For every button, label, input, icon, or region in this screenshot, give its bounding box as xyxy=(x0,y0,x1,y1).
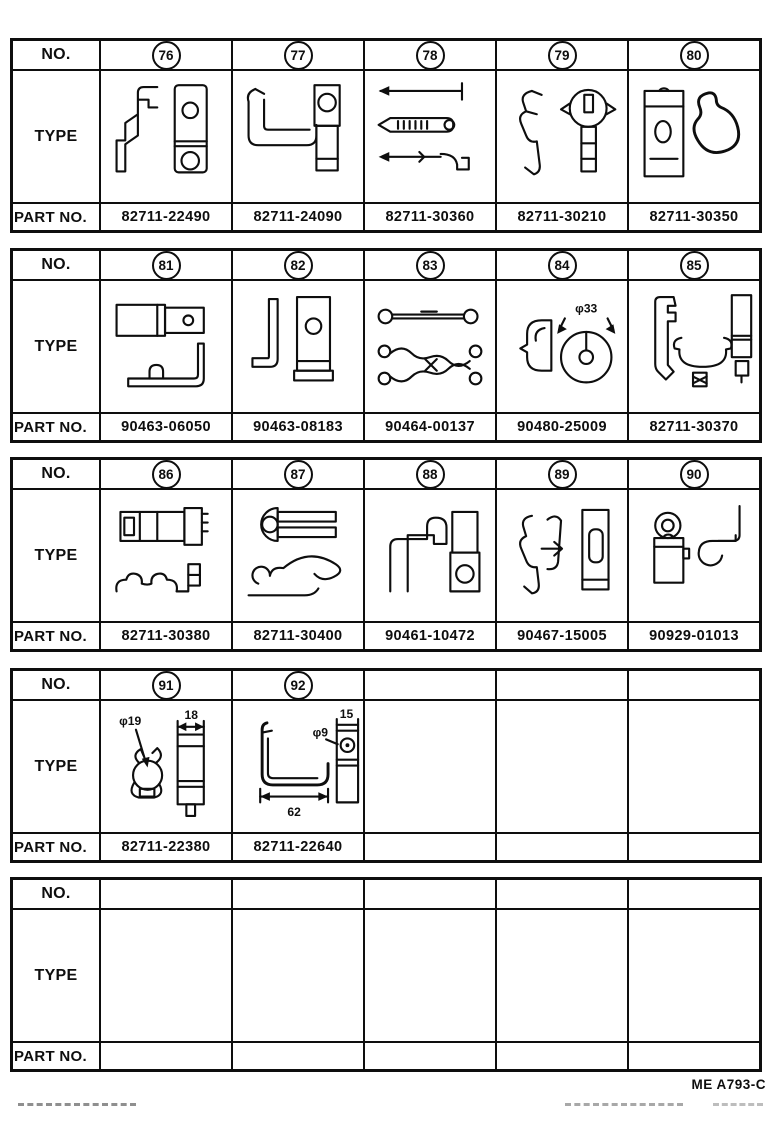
circled-number-83: 83 xyxy=(416,251,445,279)
part-no-80: 82711-30350 xyxy=(627,202,759,230)
type-cell-91 xyxy=(99,699,231,832)
no-cell-81 xyxy=(99,251,231,279)
no-cell-77 xyxy=(231,41,363,69)
dimension-label-dia9: φ9 xyxy=(312,724,328,739)
no-cell-84 xyxy=(495,251,627,279)
circled-number-79: 79 xyxy=(548,41,577,69)
part-no-78: 82711-30360 xyxy=(363,202,495,230)
no-cell-76 xyxy=(99,41,231,69)
circled-number-88: 88 xyxy=(416,460,445,488)
part-90-drawing xyxy=(631,492,757,620)
part-no-empty xyxy=(627,832,759,860)
part-no-91: 82711-22380 xyxy=(99,832,231,860)
no-cell-83 xyxy=(363,251,495,279)
part-84-drawing xyxy=(499,283,625,411)
circled-number-90: 90 xyxy=(680,460,709,488)
type-cell-78 xyxy=(363,69,495,202)
part-86-drawing xyxy=(103,492,229,620)
no-cell-empty xyxy=(627,671,759,699)
type-row-label: TYPE xyxy=(13,488,99,621)
part-no-empty xyxy=(99,1041,231,1069)
type-cell-empty xyxy=(99,908,231,1041)
parts-table-86-90 xyxy=(10,457,762,652)
circled-number-77: 77 xyxy=(284,41,313,69)
part-92-drawing xyxy=(235,703,361,831)
circled-number-81: 81 xyxy=(152,251,181,279)
parts-table-empty xyxy=(10,877,762,1072)
part-83-drawing xyxy=(367,283,493,411)
type-cell-79 xyxy=(495,69,627,202)
type-cell-86 xyxy=(99,488,231,621)
part-no-88: 90461-10472 xyxy=(363,621,495,649)
no-row-label: NO. xyxy=(41,465,71,482)
part-no-90: 90929-01013 xyxy=(627,621,759,649)
circled-number-91: 91 xyxy=(152,671,181,699)
circled-number-85: 85 xyxy=(680,251,709,279)
type-cell-empty xyxy=(627,699,759,832)
part-80-drawing xyxy=(631,73,757,201)
type-cell-82 xyxy=(231,279,363,412)
part-88-drawing xyxy=(367,492,493,620)
scan-artifact-line xyxy=(18,1103,136,1106)
circled-number-86: 86 xyxy=(152,460,181,488)
type-cell-76 xyxy=(99,69,231,202)
part-82-drawing xyxy=(235,283,361,411)
part-no-92: 82711-22640 xyxy=(231,832,363,860)
part-no-87: 82711-30400 xyxy=(231,621,363,649)
no-row-label: NO. xyxy=(41,256,71,273)
type-cell-88 xyxy=(363,488,495,621)
type-row-label: TYPE xyxy=(13,279,99,412)
part-79-drawing xyxy=(499,73,625,201)
dimension-label-18: 18 xyxy=(184,707,198,722)
part-no-85: 82711-30370 xyxy=(627,412,759,440)
type-row-label: TYPE xyxy=(13,699,99,832)
no-cell-empty xyxy=(99,880,231,908)
part-no-77: 82711-24090 xyxy=(231,202,363,230)
part-no-89: 90467-15005 xyxy=(495,621,627,649)
part-no-row-label: PART NO. xyxy=(13,621,99,649)
part-no-row-label: PART NO. xyxy=(13,412,99,440)
type-cell-90 xyxy=(627,488,759,621)
type-cell-77 xyxy=(231,69,363,202)
no-cell-78 xyxy=(363,41,495,69)
part-no-empty xyxy=(627,1041,759,1069)
parts-table-76-80 xyxy=(10,38,762,233)
no-cell-empty xyxy=(495,880,627,908)
part-no-83: 90464-00137 xyxy=(363,412,495,440)
no-cell-82 xyxy=(231,251,363,279)
dimension-label-dia33: φ33 xyxy=(575,301,598,316)
part-no-empty xyxy=(363,1041,495,1069)
type-cell-87 xyxy=(231,488,363,621)
no-cell-80 xyxy=(627,41,759,69)
no-cell-empty xyxy=(363,880,495,908)
part-no-empty xyxy=(495,1041,627,1069)
circled-number-80: 80 xyxy=(680,41,709,69)
dimension-label-62: 62 xyxy=(287,804,301,819)
no-cell-89 xyxy=(495,460,627,488)
type-cell-empty xyxy=(363,699,495,832)
circled-number-92: 92 xyxy=(284,671,313,699)
type-cell-empty xyxy=(495,699,627,832)
part-no-empty xyxy=(231,1041,363,1069)
no-row-label: NO. xyxy=(41,885,71,902)
no-cell-91 xyxy=(99,671,231,699)
part-77-drawing xyxy=(235,73,361,201)
parts-table-81-85 xyxy=(10,248,762,443)
type-cell-empty xyxy=(231,908,363,1041)
part-89-drawing xyxy=(499,492,625,620)
type-cell-92 xyxy=(231,699,363,832)
type-cell-84 xyxy=(495,279,627,412)
part-no-86: 82711-30380 xyxy=(99,621,231,649)
circled-number-84: 84 xyxy=(548,251,577,279)
type-cell-89 xyxy=(495,488,627,621)
no-row-label: NO. xyxy=(41,676,71,693)
no-cell-86 xyxy=(99,460,231,488)
dimension-label-dia19: φ19 xyxy=(119,713,142,728)
part-no-row-label: PART NO. xyxy=(13,832,99,860)
type-cell-empty xyxy=(495,908,627,1041)
scan-artifact-line xyxy=(713,1103,763,1106)
type-cell-empty xyxy=(363,908,495,1041)
type-row-label: TYPE xyxy=(13,69,99,202)
no-cell-empty xyxy=(495,671,627,699)
part-no-empty xyxy=(363,832,495,860)
part-no-84: 90480-25009 xyxy=(495,412,627,440)
no-cell-92 xyxy=(231,671,363,699)
type-row-label: TYPE xyxy=(13,908,99,1041)
no-cell-90 xyxy=(627,460,759,488)
part-91-drawing xyxy=(103,703,229,831)
no-cell-87 xyxy=(231,460,363,488)
circled-number-78: 78 xyxy=(416,41,445,69)
no-cell-85 xyxy=(627,251,759,279)
type-cell-85 xyxy=(627,279,759,412)
part-no-81: 90463-06050 xyxy=(99,412,231,440)
part-no-row-label: PART NO. xyxy=(13,1041,99,1069)
part-85-drawing xyxy=(631,283,757,411)
part-76-drawing xyxy=(103,73,229,201)
part-87-drawing xyxy=(235,492,361,620)
type-cell-empty xyxy=(627,908,759,1041)
part-78-drawing xyxy=(367,73,493,201)
part-no-row-label: PART NO. xyxy=(13,202,99,230)
dimension-label-15: 15 xyxy=(339,706,354,721)
circled-number-76: 76 xyxy=(152,41,181,69)
no-cell-88 xyxy=(363,460,495,488)
type-cell-83 xyxy=(363,279,495,412)
part-no-empty xyxy=(495,832,627,860)
circled-number-82: 82 xyxy=(284,251,313,279)
no-cell-79 xyxy=(495,41,627,69)
scan-artifact-line xyxy=(565,1103,683,1106)
no-cell-empty xyxy=(231,880,363,908)
parts-table-91-92 xyxy=(10,668,762,863)
circled-number-89: 89 xyxy=(548,460,577,488)
part-no-76: 82711-22490 xyxy=(99,202,231,230)
part-81-drawing xyxy=(103,283,229,411)
type-cell-81 xyxy=(99,279,231,412)
no-row-label: NO. xyxy=(41,46,71,63)
part-no-82: 90463-08183 xyxy=(231,412,363,440)
part-no-79: 82711-30210 xyxy=(495,202,627,230)
circled-number-87: 87 xyxy=(284,460,313,488)
no-cell-empty xyxy=(363,671,495,699)
no-cell-empty xyxy=(627,880,759,908)
type-cell-80 xyxy=(627,69,759,202)
page-code: ME A793-C xyxy=(691,1077,766,1092)
